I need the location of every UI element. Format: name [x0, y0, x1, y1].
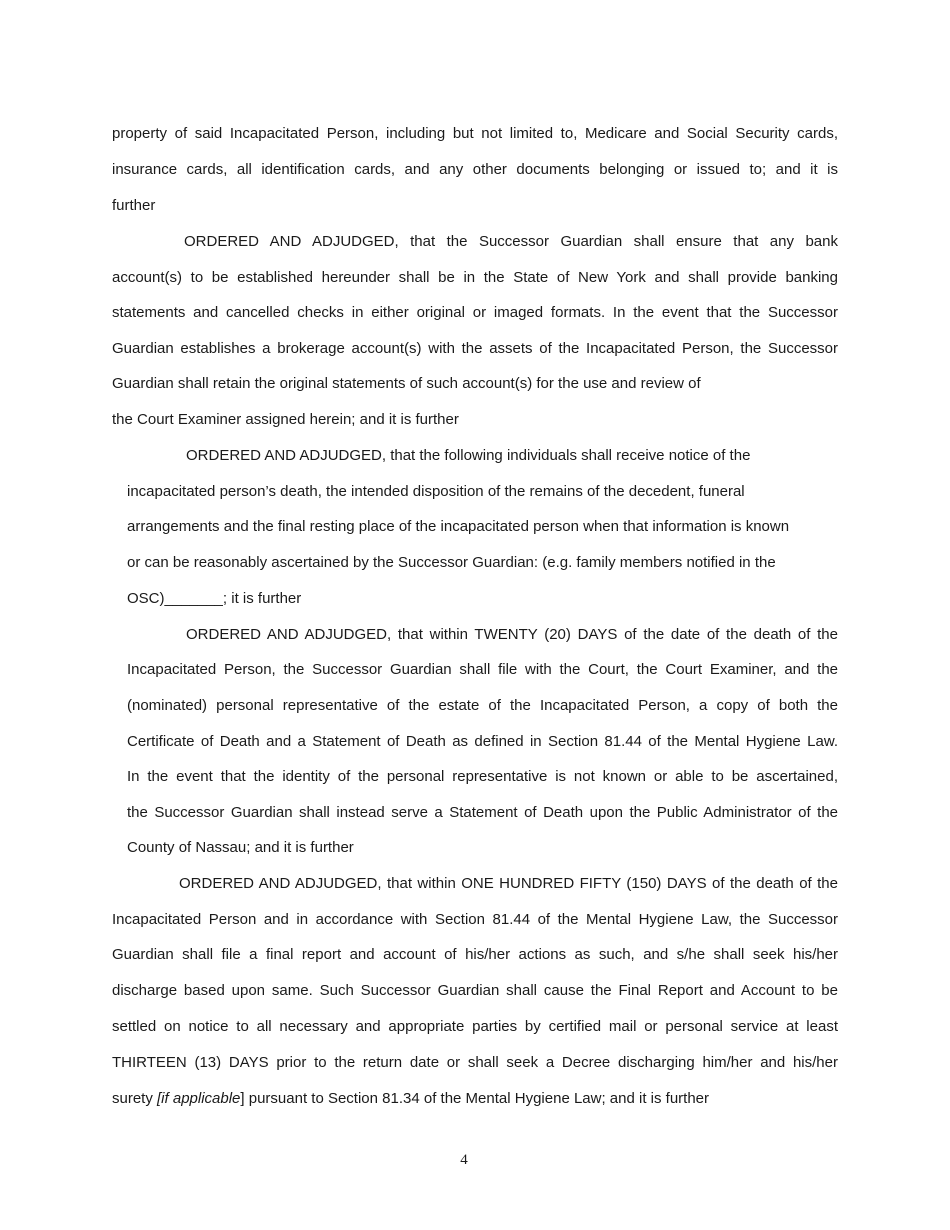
text-line: further: [112, 197, 156, 214]
text-line: statements and cancelled checks in either original or imaged formats. In the event that the Successor: [112, 304, 838, 321]
text-line: discharge based upon same. Such Successor Guardian shall cause the Final Report and Account to be: [112, 982, 838, 999]
text-line: incapacitated person’s death, the intended disposition of the remains of the decedent, funeral: [127, 483, 745, 500]
text-line: ORDERED AND ADJUDGED, that within ONE HUNDRED FIFTY (150) DAYS of the death of the: [179, 875, 838, 892]
page-number: 4: [460, 1152, 468, 1168]
text-segment: ] pursuant to Section 81.34 of the Mental Hygiene Law; and it is further: [240, 1090, 710, 1107]
text-line: insurance cards, all identification cards, and any other documents belonging or issued to; and it is: [112, 161, 838, 178]
text-line: (nominated) personal representative of the estate of the Incapacitated Person, a copy of both the: [127, 697, 838, 714]
text-line: OSC)_______; it is further: [127, 590, 302, 607]
text-line: the Court Examiner assigned herein; and it is further: [112, 411, 459, 428]
text-line: THIRTEEN (13) DAYS prior to the return date or shall seek a Decree discharging him/her and his/her: [112, 1054, 838, 1071]
text-line-last: [112, 1089, 838, 1109]
text-line: Certificate of Death and a Statement of Death as defined in Section 81.44 of the Mental Hygiene Law.: [127, 733, 838, 750]
text-line: ORDERED AND ADJUDGED, that within TWENTY (20) DAYS of the date of the death of the: [186, 626, 838, 643]
text-line: or can be reasonably ascertained by the Successor Guardian: (e.g. family members notified in the: [127, 554, 776, 571]
text-line: ORDERED AND ADJUDGED, that the following individuals shall receive notice of the: [186, 447, 751, 464]
text-line: Guardian shall retain the original statements of such account(s) for the use and review of: [112, 375, 701, 392]
text-line: Guardian establishes a brokerage account(s) with the assets of the Incapacitated Person, the Successor: [112, 340, 838, 357]
text-line: the Successor Guardian shall instead serve a Statement of Death upon the Public Administrator of the: [127, 804, 838, 821]
text-line: Guardian shall file a final report and account of his/her actions as such, and s/he shall seek his/her: [112, 946, 838, 963]
text-segment: surety: [112, 1090, 158, 1107]
text-line: ORDERED AND ADJUDGED, that the Successor Guardian shall ensure that any bank: [184, 233, 838, 250]
text-line: County of Nassau; and it is further: [127, 839, 354, 856]
text-line: account(s) to be established hereunder shall be in the State of New York and shall provide banking: [112, 269, 838, 286]
text-line: property of said Incapacitated Person, including but not limited to, Medicare and Social Security cards,: [112, 125, 838, 142]
text-line: Incapacitated Person, the Successor Guardian shall file with the Court, the Court Examiner, and the: [127, 661, 838, 678]
text-line: In the event that the identity of the personal representative is not known or able to be ascertained,: [127, 768, 838, 785]
text-line: settled on notice to all necessary and appropriate parties by certified mail or personal service at least: [112, 1018, 838, 1035]
text-line: Incapacitated Person and in accordance with Section 81.44 of the Mental Hygiene Law, the Successor: [112, 911, 838, 928]
italic-note: [if applicable: [157, 1090, 241, 1107]
text-line: arrangements and the final resting place of the incapacitated person when that information is known: [127, 518, 790, 535]
